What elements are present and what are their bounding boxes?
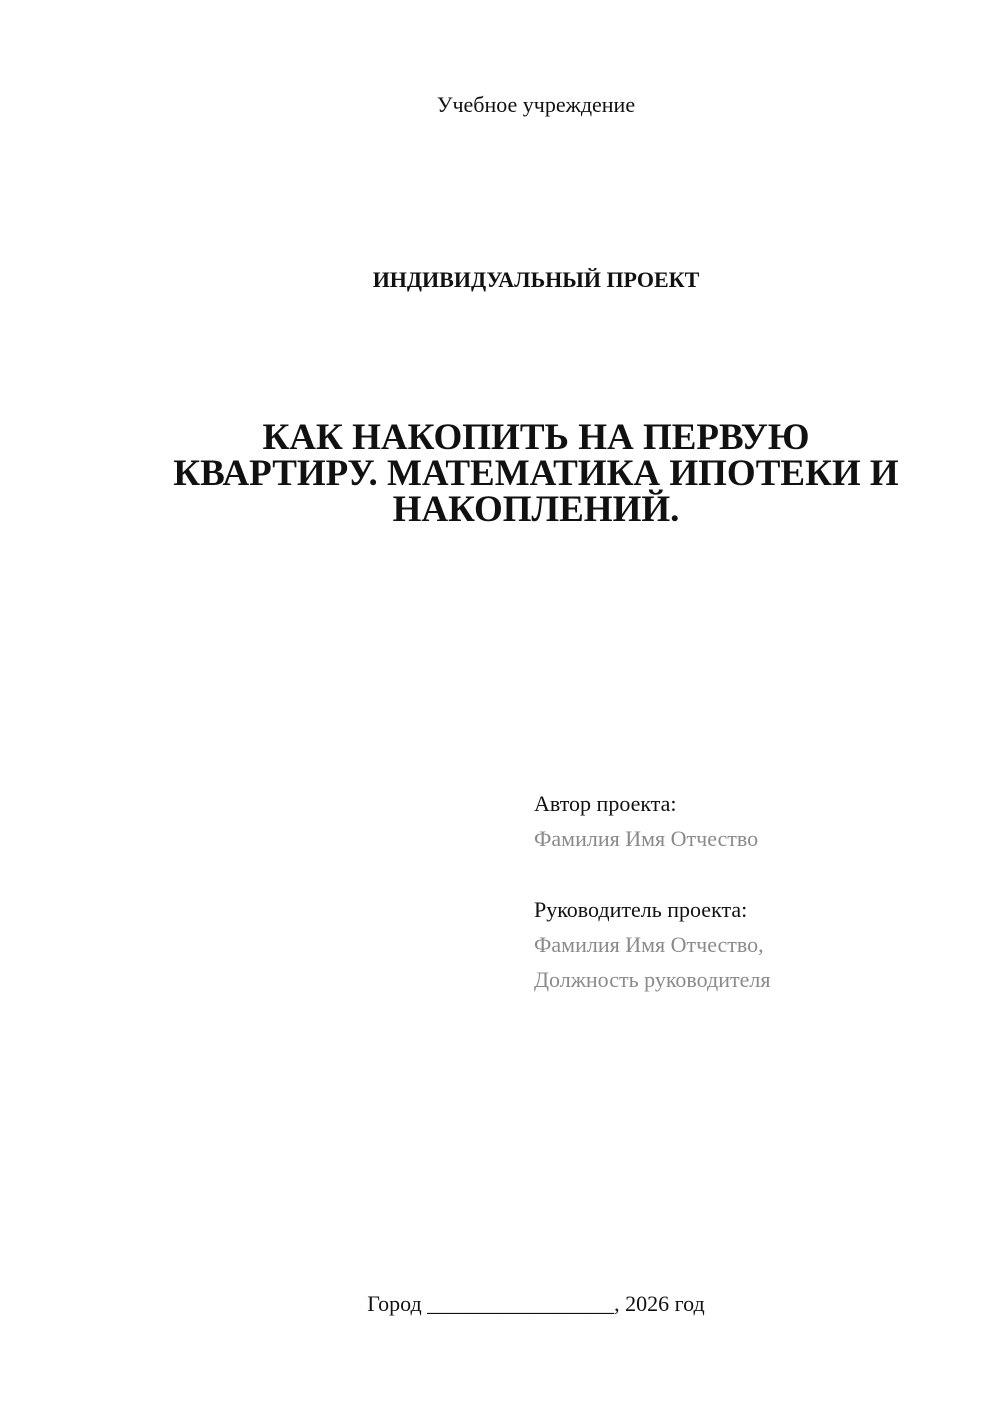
supervisor-name: Фамилия Имя Отчество, bbox=[534, 932, 764, 957]
supervisor-block bbox=[534, 892, 974, 997]
author-block bbox=[534, 786, 974, 856]
project-title-line: КВАРТИРУ. МАТЕМАТИКА ИПОТЕКИ И bbox=[173, 453, 899, 494]
project-title bbox=[130, 417, 942, 530]
city-year-footer: Город _________________, 2026 год bbox=[367, 1291, 705, 1316]
project-title-line: НАКОПЛЕНИЙ. bbox=[392, 489, 680, 530]
supervisor-label: Руководитель проекта: bbox=[534, 897, 748, 922]
institution-name: Учебное учреждение bbox=[436, 92, 636, 117]
project-type-heading: ИНДИВИДУАЛЬНЫЙ ПРОЕКТ bbox=[372, 267, 700, 292]
project-title-line: КАК НАКОПИТЬ НА ПЕРВУЮ bbox=[262, 417, 810, 458]
author-label: Автор проекта: bbox=[534, 791, 677, 816]
author-name: Фамилия Имя Отчество bbox=[534, 826, 759, 851]
supervisor-position: Должность руководителя bbox=[534, 967, 771, 992]
